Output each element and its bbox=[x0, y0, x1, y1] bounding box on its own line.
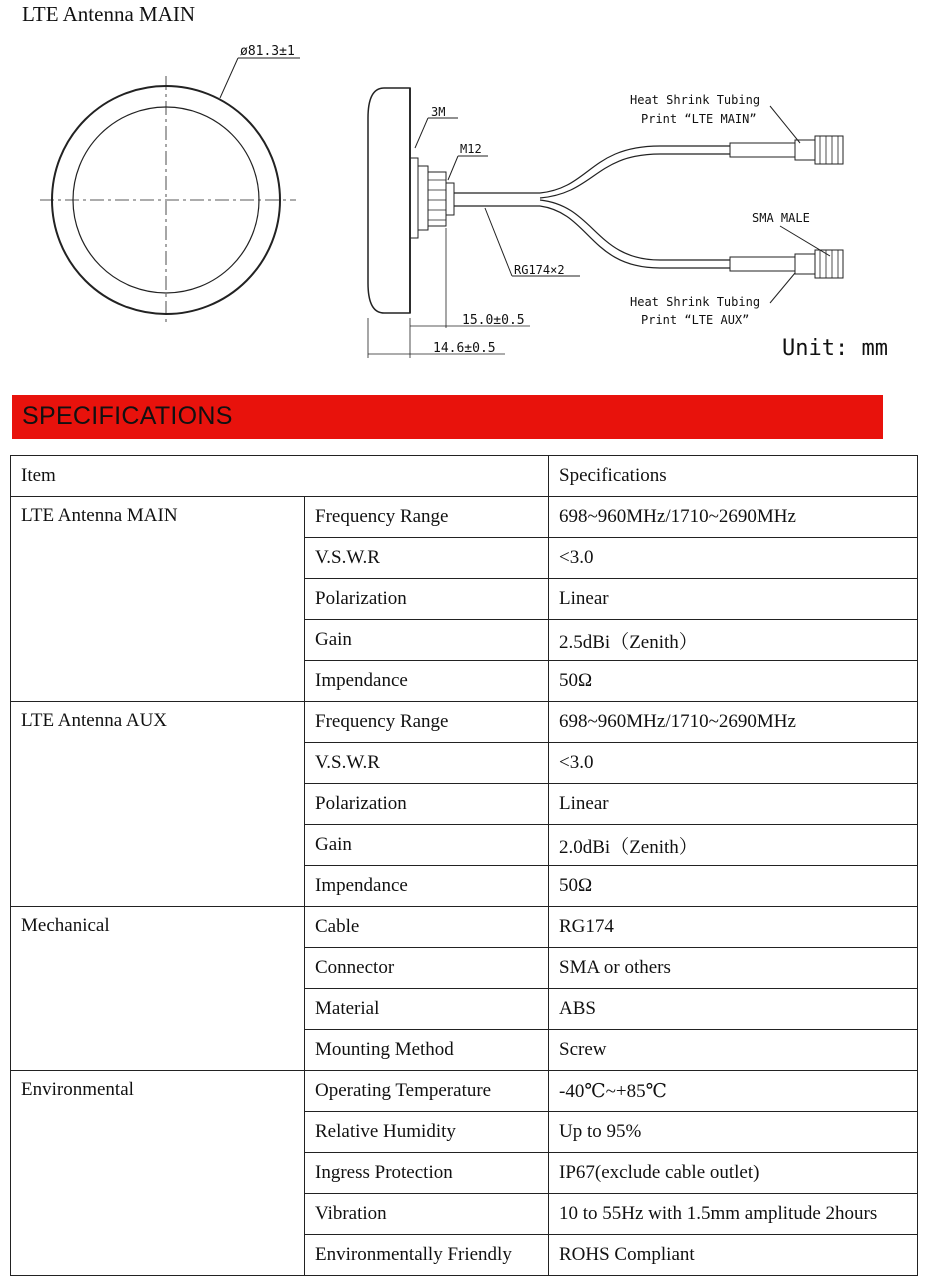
row-label: Impendance bbox=[305, 661, 549, 702]
group-label: LTE Antenna MAIN bbox=[11, 497, 305, 702]
row-value: Up to 95% bbox=[549, 1112, 918, 1153]
header-item: Item bbox=[11, 456, 549, 497]
row-label: Mounting Method bbox=[305, 1030, 549, 1071]
row-value: SMA or others bbox=[549, 948, 918, 989]
row-value: 50Ω bbox=[549, 866, 918, 907]
dim-14-6: 14.6±0.5 bbox=[433, 341, 496, 356]
group-label: Environmental bbox=[11, 1071, 305, 1276]
row-value: -40℃~+85℃ bbox=[549, 1071, 918, 1112]
row-value: 698~960MHz/1710~2690MHz bbox=[549, 702, 918, 743]
specifications-heading: SPECIFICATIONS bbox=[22, 402, 233, 430]
table-row bbox=[11, 907, 918, 948]
unit-label: Unit: mm bbox=[782, 336, 888, 361]
row-label: Gain bbox=[305, 620, 549, 661]
row-label: Polarization bbox=[305, 784, 549, 825]
heat-shrink-main-line2: Print “LTE MAIN” bbox=[641, 112, 757, 126]
technical-drawing bbox=[0, 28, 930, 373]
row-label: Material bbox=[305, 989, 549, 1030]
top-view bbox=[40, 58, 300, 324]
row-label: Frequency Range bbox=[305, 702, 549, 743]
label-rg174: RG174×2 bbox=[514, 263, 565, 277]
row-value: IP67(exclude cable outlet) bbox=[549, 1153, 918, 1194]
table-row bbox=[11, 702, 918, 743]
row-value: 2.0dBi（Zenith） bbox=[549, 825, 918, 866]
row-value: Linear bbox=[549, 784, 918, 825]
group-label: LTE Antenna AUX bbox=[11, 702, 305, 907]
row-label: Frequency Range bbox=[305, 497, 549, 538]
label-3m: 3M bbox=[431, 105, 446, 119]
heat-shrink-main-line1: Heat Shrink Tubing bbox=[630, 93, 761, 107]
row-label: Polarization bbox=[305, 579, 549, 620]
table-header-row bbox=[11, 456, 918, 497]
label-m12: M12 bbox=[460, 142, 482, 156]
row-value: 698~960MHz/1710~2690MHz bbox=[549, 497, 918, 538]
row-value: Screw bbox=[549, 1030, 918, 1071]
table-row bbox=[11, 1071, 918, 1112]
row-value: RG174 bbox=[549, 907, 918, 948]
row-label: Ingress Protection bbox=[305, 1153, 549, 1194]
header-specifications: Specifications bbox=[549, 456, 918, 497]
row-label: Connector bbox=[305, 948, 549, 989]
row-value: 2.5dBi（Zenith） bbox=[549, 620, 918, 661]
heat-shrink-aux-line1: Heat Shrink Tubing bbox=[630, 295, 761, 309]
specifications-table bbox=[10, 455, 918, 1276]
row-label: V.S.W.R bbox=[305, 538, 549, 579]
sma-male-label: SMA MALE bbox=[752, 211, 810, 225]
row-label: Environmentally Friendly bbox=[305, 1235, 549, 1276]
diameter-label: ø81.3±1 bbox=[240, 44, 295, 59]
row-value: 50Ω bbox=[549, 661, 918, 702]
row-label: Impendance bbox=[305, 866, 549, 907]
row-value: <3.0 bbox=[549, 743, 918, 784]
row-label: Operating Temperature bbox=[305, 1071, 549, 1112]
row-value: ABS bbox=[549, 989, 918, 1030]
heat-shrink-aux-line2: Print “LTE AUX” bbox=[641, 313, 750, 327]
page-title: LTE Antenna MAIN bbox=[22, 2, 196, 26]
dim-15: 15.0±0.5 bbox=[462, 313, 525, 328]
row-label: Cable bbox=[305, 907, 549, 948]
row-value: <3.0 bbox=[549, 538, 918, 579]
row-value: 10 to 55Hz with 1.5mm amplitude 2hours bbox=[549, 1194, 918, 1235]
specifications-banner bbox=[12, 395, 883, 439]
row-value: ROHS Compliant bbox=[549, 1235, 918, 1276]
table-row bbox=[11, 497, 918, 538]
row-value: Linear bbox=[549, 579, 918, 620]
row-label: V.S.W.R bbox=[305, 743, 549, 784]
row-label: Gain bbox=[305, 825, 549, 866]
row-label: Vibration bbox=[305, 1194, 549, 1235]
row-label: Relative Humidity bbox=[305, 1112, 549, 1153]
group-label: Mechanical bbox=[11, 907, 305, 1071]
